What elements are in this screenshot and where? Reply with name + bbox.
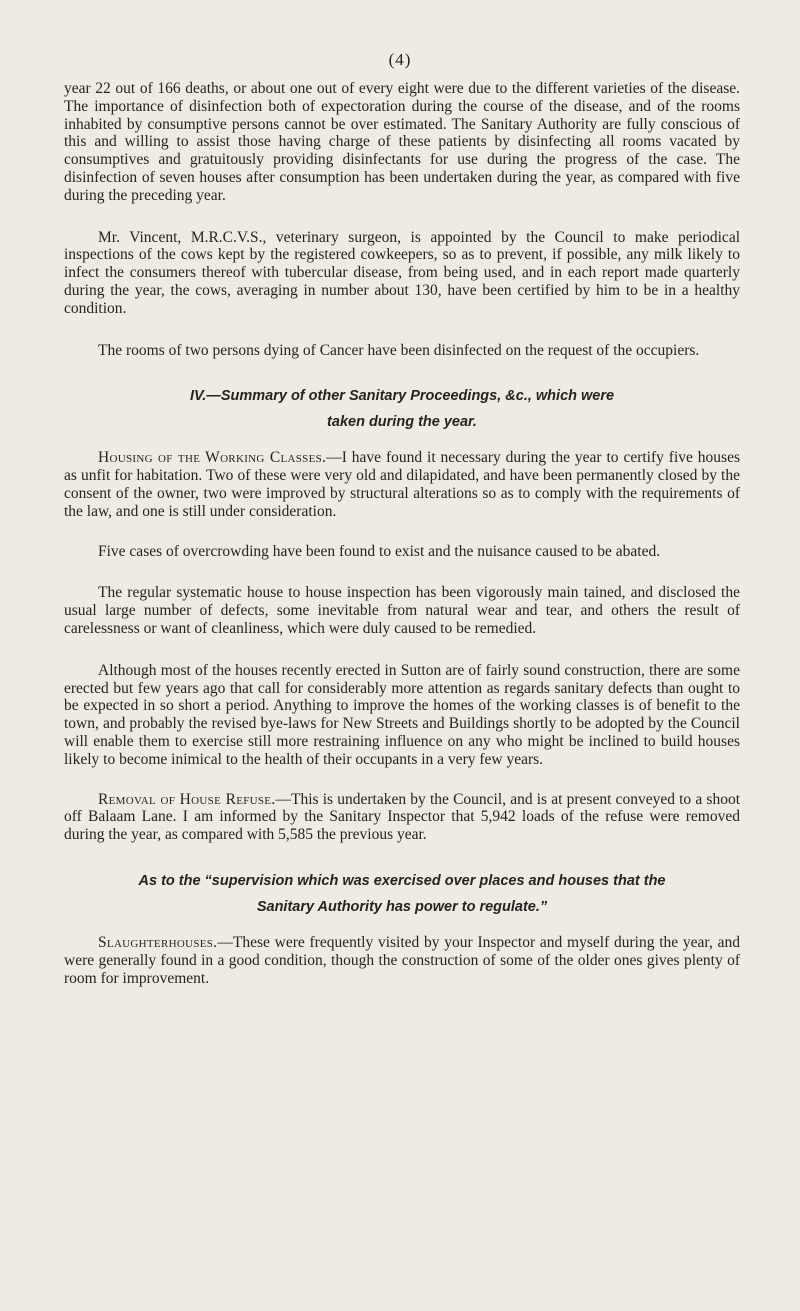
housing-caption: Housing of the Working Classes. — [98, 449, 327, 467]
paragraph-overcrowding: Five cases of overcrowding have been found to exist and the nuisance caused to be abated. — [98, 542, 661, 560]
paragraph-cows-inspection: Mr. Vincent, M.R.C.V.S., veterinary surgeon, is appointed by the Council to make periodical inspections of the cows kept by the registered cowkeepers, so as to prevent, if possible, any milk likely to infect the consumers thereof with tubercular disease, from being used, and in each report made quarterly during the year, the cows, averaging in number about 130, have been certified by him to be in a healthy condition. — [64, 228, 740, 317]
paragraph-cancer-disinfection: The rooms of two persons dying of Cancer have been disinfected on the request of the occupiers. — [98, 341, 700, 359]
paragraph-house-inspection: The regular systematic house to house inspection has been vigorously main tained, and disclosed the usual large number of defects, some inevitable from natural wear and tear, and others the result of carelessness or want of cleanliness, which were duly caused to be remedied. — [64, 584, 740, 637]
paragraph-refuse — [64, 791, 740, 844]
section-heading-iv-line1: IV.—Summary of other Sanitary Proceedings, &c., which were — [189, 388, 615, 405]
paragraph-new-houses: Although most of the houses recently erected in Sutton are of fairly sound construction, there are some erected but few years ago that call for considerably more attention as regards sanitary defects than ought to be expected in so short a period. Anything to improve the homes of the working classes is of benefit to the town, and probably the revised bye-laws for New Streets and Buildings shortly to be adopted by the Council will enable them to exercise still more restraining influence on any who might be inclined to build houses likely to become inimical to the health of their occupants in a very few years. — [64, 661, 740, 768]
housing-text: —I have found it necessary during the year to certify five houses as unfit for habitation. Two of these were very old and dilapidated, and have been permanently closed by the consent of the owner, two were improved by structural alterations so as to comply with the requirements of the law, and one is still under consideration. — [64, 449, 740, 520]
paragraph-housing — [64, 449, 740, 520]
refuse-caption: Removal of House Refuse. — [98, 790, 276, 808]
paragraph-consumption: year 22 out of 166 deaths, or about one out of every eight were due to the different varieties of the disease. The importance of disinfection both of expectoration during the course of the disease, and of the rooms inhabited by consumptive persons cannot be over estimated. The Sanitary Authority are fully conscious of this and willing to assist those having charge of these patients by disinfecting all rooms vacated by consumptives and gratuitously providing disinfectants for use during the progress of the case. The disinfection of seven houses after consumption has been undertaken during the year, as compared with five during the preceding year. — [64, 80, 740, 204]
refuse-text: —This is undertaken by the Council, and is at present conveyed to a shoot off Balaam Lane. I am informed by the Sanitary Inspector that 5,942 loads of the refuse were removed during the year, as compared with 5,585 the previous year. — [64, 790, 740, 844]
slaughterhouses-text: —These were frequently visited by your Inspector and myself during the year, and were generally found in a good condition, though the construction of some of the older ones gives plenty of room for improvement. — [64, 933, 740, 987]
page-body — [64, 80, 740, 987]
section-heading-supervision-line2: Sanitary Authority has power to regulate.” — [256, 898, 548, 915]
paragraph-slaughterhouses — [64, 934, 740, 987]
section-heading-iv — [64, 383, 740, 435]
section-heading-supervision — [64, 868, 740, 920]
section-heading-iv-line2: taken during the year. — [327, 414, 477, 431]
section-heading-supervision-line1: As to the “supervision which was exercised over places and houses that the — [138, 872, 666, 889]
page-number: (4) — [388, 50, 412, 69]
slaughterhouses-caption: Slaughterhouses. — [98, 933, 218, 951]
